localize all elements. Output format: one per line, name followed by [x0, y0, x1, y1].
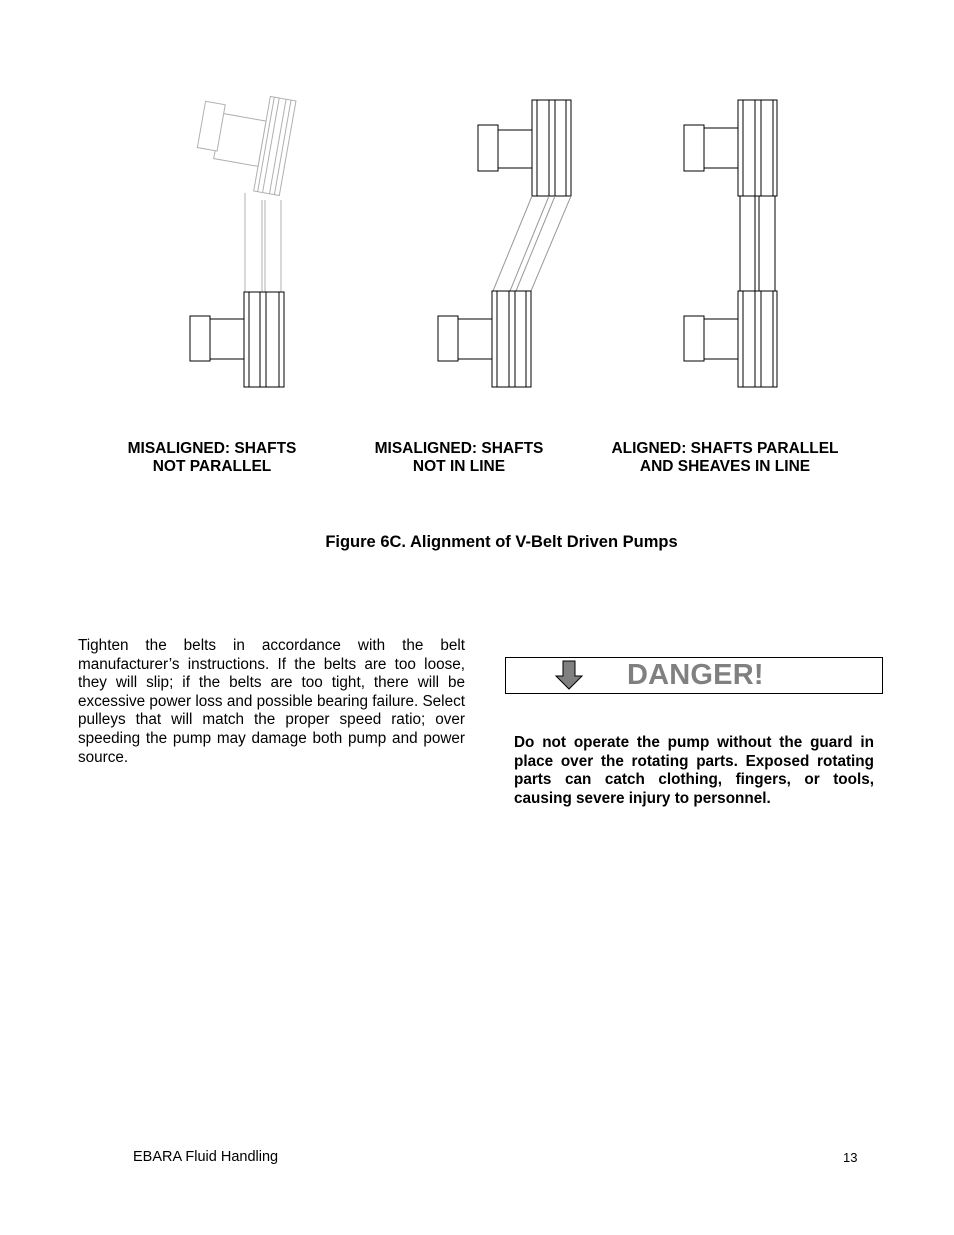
footer-company: EBARA Fluid Handling [133, 1149, 279, 1165]
danger-title: DANGER! [627, 659, 764, 691]
caption-line: NOT IN LINE [412, 458, 506, 475]
belt-alignment-figure [0, 0, 954, 400]
page-number: 13 [843, 1150, 858, 1165]
danger-warning-text: Do not operate the pump without the guard in place over the rotating parts. Exposed rotating parts can catch clothing, fingers, or tools, causing severe injury to personnel. [514, 734, 874, 808]
body-paragraph: Tighten the belts in accordance with the belt manufacturer’s instructions. If the belts are too loose, they will slip; if the belts are too tight, there will be excessive power loss and possible bearing failure. Select pulleys that will match the proper speed ratio; over speeding the pump may damage both pump and power source. [78, 637, 465, 766]
panel-not-parallel-diagram [190, 86, 296, 387]
panel-not-in-line-diagram [438, 100, 571, 387]
caption-line: AND SHEAVES IN LINE [639, 458, 811, 475]
caption-line: ALIGNED: SHAFTS PARALLEL [611, 440, 839, 457]
caption-aligned [606, 440, 844, 476]
panel-aligned-diagram [684, 100, 777, 387]
down-arrow-icon [555, 660, 583, 690]
caption-not-parallel [124, 440, 300, 476]
caption-line: MISALIGNED: SHAFTS [127, 440, 297, 457]
danger-banner [505, 657, 883, 694]
caption-line: NOT PARALLEL [152, 458, 272, 475]
caption-line: MISALIGNED: SHAFTS [374, 440, 544, 457]
figure-title: Figure 6C. Alignment of V-Belt Driven Pumps [325, 533, 678, 551]
caption-not-in-line [371, 440, 547, 476]
